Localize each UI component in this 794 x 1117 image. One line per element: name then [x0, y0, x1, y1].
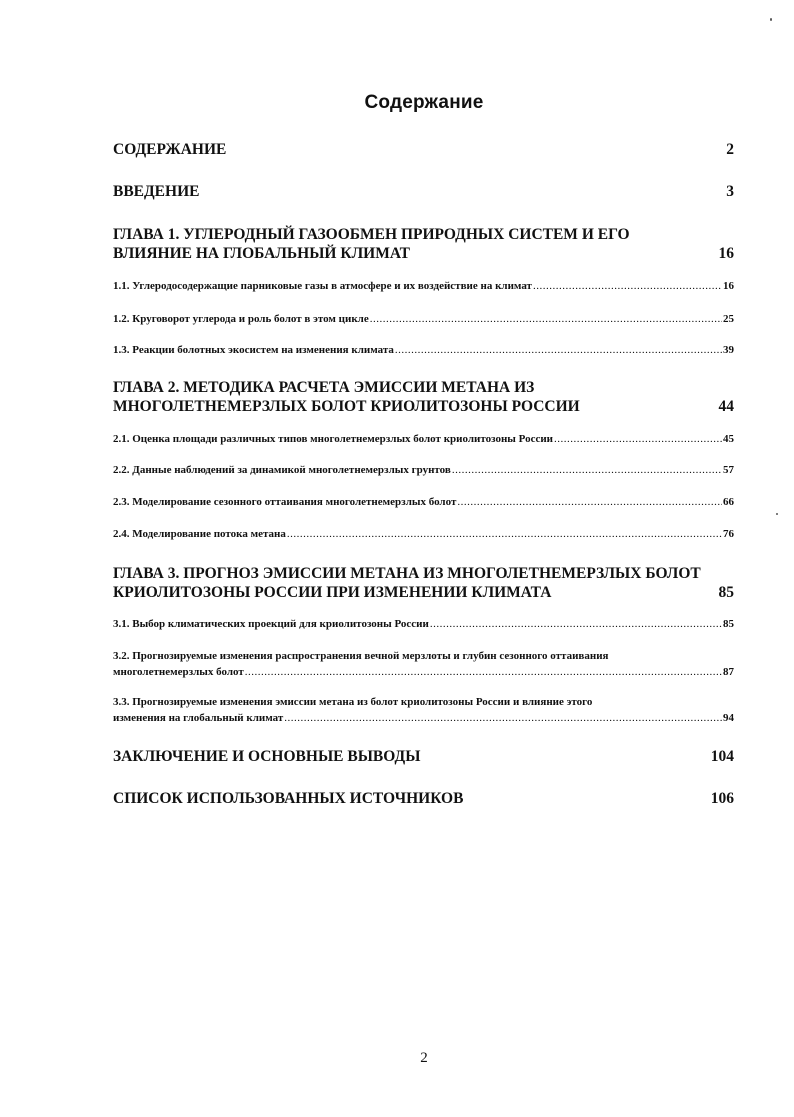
toc-entry-section-1-1	[113, 278, 734, 294]
toc-leader-dots	[287, 526, 722, 542]
toc-entry-title: 1.1. Углеродосодержащие парниковые газы в атмосфере и их воздействие на климат	[113, 280, 532, 292]
toc-entry-section-1-3	[113, 342, 734, 358]
page-title: Содержание	[364, 92, 484, 113]
toc-entry-title-line1: ГЛАВА 3. ПРОГНОЗ ЭМИССИИ МЕТАНА ИЗ МНОГОЛЕТНЕМЕРЗЛЫХ БОЛОТ	[113, 565, 701, 582]
toc-entry-title-line2: ВЛИЯНИЕ НА ГЛОБАЛЬНЫЙ КЛИМАТ	[113, 245, 411, 262]
page-number: 2	[420, 1050, 428, 1066]
scan-speck	[770, 18, 772, 21]
toc-entry-page: 104	[710, 748, 734, 765]
toc-entry-page: 45	[723, 433, 734, 445]
toc-entry-chapter-1	[113, 225, 734, 263]
toc-entry-page: 16	[718, 245, 734, 262]
toc-entry-page: 16	[723, 280, 734, 292]
toc-entry-conclusion	[113, 747, 734, 766]
toc-entry-title: СПИСОК ИСПОЛЬЗОВАННЫХ ИСТОЧНИКОВ	[113, 790, 464, 807]
toc-entry-page: 66	[723, 496, 734, 508]
toc-entry-title-line1: ГЛАВА 1. УГЛЕРОДНЫЙ ГАЗООБМЕН ПРИРОДНЫХ СИСТЕМ И ЕГО	[113, 226, 630, 243]
toc-entry-title: 2.1. Оценка площади различных типов многолетнемерзлых болот криолитозоны России	[113, 433, 554, 445]
toc-entry-page: 94	[723, 712, 734, 724]
toc-leader-dots	[430, 616, 722, 632]
toc-entry-section-2-1	[113, 431, 734, 447]
toc-entry-page: 39	[723, 344, 734, 356]
toc-entry-page: 87	[723, 666, 734, 678]
toc-entry-page: 44	[718, 398, 734, 415]
toc-entry-section-3-2	[113, 648, 734, 680]
scan-speck	[776, 513, 778, 515]
toc-entry-page: 25	[723, 313, 734, 325]
toc-entry-title-line1: ГЛАВА 2. МЕТОДИКА РАСЧЕТА ЭМИССИИ МЕТАНА ИЗ	[113, 379, 535, 396]
toc-entry-page: 85	[723, 618, 734, 630]
toc-entry-page: 57	[723, 464, 734, 476]
toc-leader-dots	[554, 431, 722, 447]
toc-entry-introduction	[113, 182, 734, 201]
toc-entry-page: 85	[718, 584, 734, 601]
toc-leader-dots	[533, 278, 722, 294]
toc-entry-title: СОДЕРЖАНИЕ	[113, 141, 227, 158]
toc-leader-dots	[452, 462, 722, 478]
toc-leader-dots	[245, 664, 722, 680]
toc-entry-title: 3.1. Выбор климатических проекций для криолитозоны России	[113, 618, 429, 630]
toc-entry-page: 2	[726, 141, 734, 158]
toc-entry-references	[113, 789, 734, 808]
toc-entry-chapter-3	[113, 564, 734, 602]
toc-leader-dots	[457, 494, 722, 510]
toc-entry-title: 1.2. Круговорот углерода и роль болот в этом цикле	[113, 313, 369, 325]
toc-entry-section-2-3	[113, 494, 734, 510]
toc-entry-title-line1: 3.3. Прогнозируемые изменения эмиссии метана из болот криолитозоны России и влияние этого	[113, 696, 593, 708]
toc-entry-title-line2: КРИОЛИТОЗОНЫ РОССИИ ПРИ ИЗМЕНЕНИИ КЛИМАТА	[113, 584, 552, 601]
toc-entry-title: 2.4. Моделирование потока метана	[113, 528, 286, 540]
toc-entry-page: 3	[726, 183, 734, 200]
toc-entry-title-line2: многолетнемерзлых болот	[113, 666, 244, 678]
toc-entry-page: 76	[723, 528, 734, 540]
toc-entry-chapter-2	[113, 378, 734, 416]
toc-entry-section-2-2	[113, 462, 734, 478]
toc-entry-title-line1: 3.2. Прогнозируемые изменения распространения вечной мерзлоты и глубин сезонного оттаивания	[113, 650, 609, 662]
toc-entry-title: 2.2. Данные наблюдений за динамикой многолетнемерзлых грунтов	[113, 464, 451, 476]
toc-entry-section-1-2	[113, 311, 734, 327]
toc-leader-dots	[284, 710, 722, 726]
toc-entry-title: 1.3. Реакции болотных экосистем на изменения климата	[113, 344, 394, 356]
toc-entry-title-line2: МНОГОЛЕТНЕМЕРЗЛЫХ БОЛОТ КРИОЛИТОЗОНЫ РОССИИ	[113, 398, 580, 415]
toc-entry-section-3-3	[113, 694, 734, 726]
toc-leader-dots	[395, 342, 722, 358]
toc-entry-title-line2: изменения на глобальный климат	[113, 712, 284, 724]
toc-entry-title: ЗАКЛЮЧЕНИЕ И ОСНОВНЫЕ ВЫВОДЫ	[113, 748, 421, 765]
toc-leader-dots	[370, 311, 722, 327]
toc-entry-page: 106	[710, 790, 734, 807]
toc-entry-section-2-4	[113, 526, 734, 542]
toc-entry-section-3-1	[113, 616, 734, 632]
toc-entry-title: ВВЕДЕНИЕ	[113, 183, 200, 200]
toc-entry-contents	[113, 140, 734, 159]
toc-entry-title: 2.3. Моделирование сезонного оттаивания многолетнемерзлых болот	[113, 496, 457, 508]
